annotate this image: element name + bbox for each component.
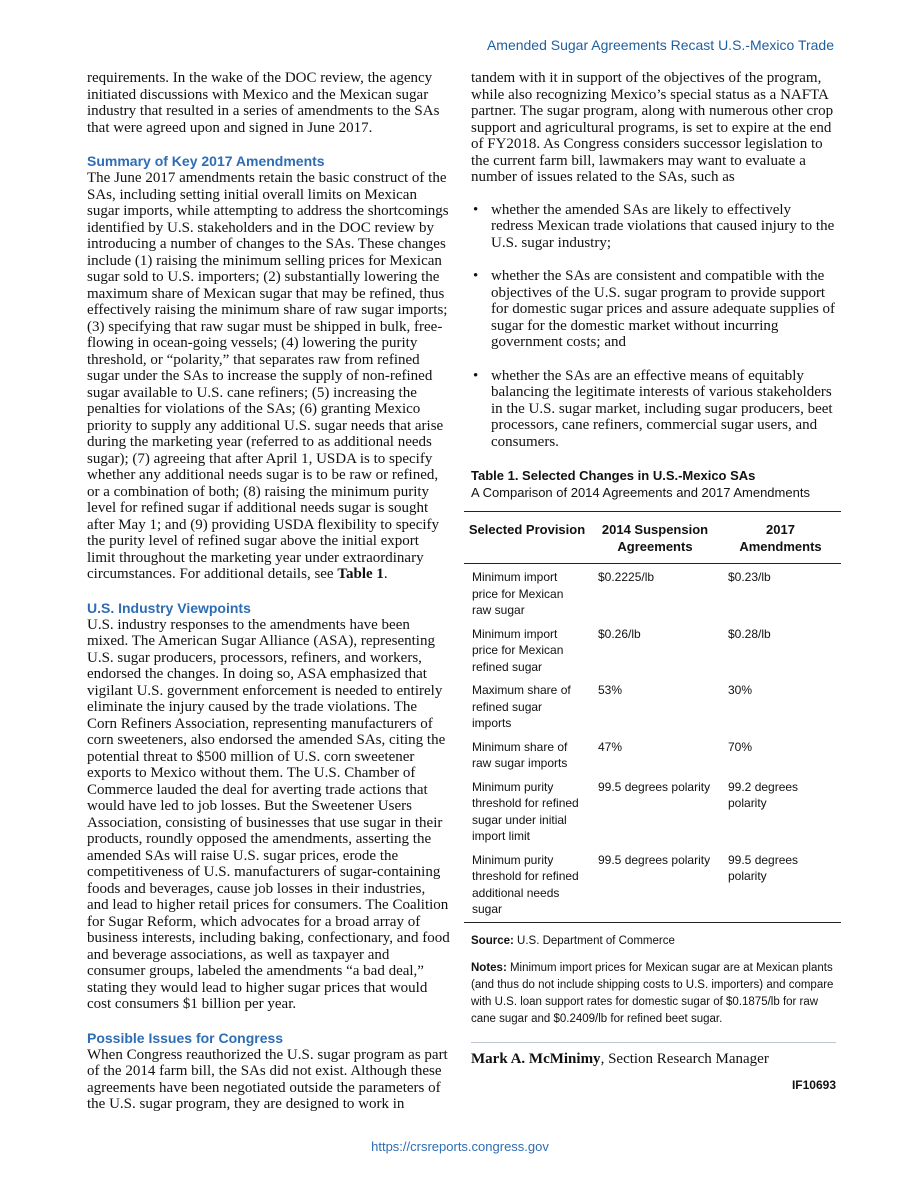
- paragraph-tandem: tandem with it in support of the objectives of the program, while also recognizing Mexico’s special status as a NAFTA partner. The sugar program, along with numerous other crop support and agricultural programs, is set to expire at the end of FY2018. As Congress considers successor legislation to the current farm bill, lawmakers may want to evaluate a number of issues related to the SAs, such as: [471, 70, 834, 185]
- notes-label: Notes:: [471, 961, 507, 974]
- table-row: [464, 774, 841, 847]
- author-name: Mark A. McMinimy: [471, 1050, 601, 1067]
- paragraph-issues: When Congress reauthorized the U.S. sugar program as part of the 2014 farm bill, the SAs did not exist. Although these agreements have been negotiated outside the parameters of the U.S. sugar program, they are designed to work in: [87, 1046, 448, 1112]
- column-header-provision: Selected Provision: [464, 512, 590, 564]
- column-header-2017: 2017 Amendments: [720, 512, 841, 564]
- cell-2014: $0.2225/lb: [598, 570, 655, 584]
- cell-provision: Minimum import price for Mexican raw sugar: [472, 570, 564, 617]
- table-row: [464, 564, 841, 621]
- paragraph-requirements: requirements. In the wake of the DOC review, the agency initiated discussions with Mexico and the Mexican sugar industry that resulted in a series of amendments to the SAs that were agreed upon and signed in June 2017.: [87, 70, 440, 136]
- table-row: [464, 621, 841, 678]
- right-column: [468, 70, 836, 1092]
- heading-industry-viewpoints: U.S. Industry Viewpoints: [87, 599, 251, 616]
- cell-2014: 53%: [598, 683, 623, 697]
- cell-2017: 70%: [728, 739, 753, 754]
- bullet-text: whether the SAs are an effective means of equitably balancing the legitimate interests of various stakeholders in the U.S. sugar market, including sugar producers, beet processors, cane refiners, commercial sugar users, and consumers.: [491, 367, 833, 450]
- table-subtitle: A Comparison of 2014 Agreements and 2017 Amendments: [471, 485, 810, 500]
- table-1-reference: Table 1: [337, 566, 384, 582]
- summary-text: The June 2017 amendments retain the basic construct of the SAs, including setting initial overall limits on Mexican sugar imports, while attempting to address the shortcomings identified by U.S. stakeholders and in the DOC review by introducing a number of changes to the SAs. These changes include (1) raising the minimum selling prices for Mexican sugar sold to U.S. importers; (2) substantially lowering the maximum share of Mexican sugar that may be refined, thus effectively raising the minimum share of raw sugar imports; (3) specifying that raw sugar must be shipped in bulk, free-flowing in ocean-going vessels; (4) lowering the purity threshold, or “polarity,” that separates raw from refined sugar under the SAs to increase the supply of non-refined sugar available to U.S. cane refiners; (5) increasing the penalties for violations of the SAs; (6) granting Mexico priority to supply any additional U.S. sugar needs that arise during the marketing year (referred to as additional needs sugar); (7) agreeing that after April 1, USDA is to specify whether any additional needs sugar is to be raw or refined, or a combination of both; (8) raising the minimum purity level for refined sugar if additional needs sugar is sought after May 1; and (9) providing USDA flexibility to specify the purity level of refined sugar above the initial export limit throughout the marketing year under extraordinary circumstances. For additional details, see: [87, 170, 449, 582]
- author-divider: [471, 1042, 836, 1043]
- author-line: [471, 1051, 836, 1068]
- document-number: IF10693: [791, 1077, 836, 1092]
- summary-text-end: .: [383, 566, 388, 582]
- cell-provision: Minimum purity threshold for refined additional needs sugar: [464, 847, 590, 923]
- bullet-text: whether the amended SAs are likely to effectively redress Mexican trade violations that caused injury to the U.S. sugar industry;: [491, 201, 835, 251]
- table-row: [464, 847, 841, 923]
- left-column: [87, 70, 450, 1113]
- cell-provision: Minimum share of raw sugar imports: [472, 739, 568, 770]
- cell-2014: 99.5 degrees polarity: [590, 847, 720, 923]
- bullet-icon: •: [473, 367, 479, 384]
- cell-2017: $0.28/lb: [728, 626, 771, 641]
- list-item: [471, 268, 836, 351]
- paragraph-industry: U.S. industry responses to the amendments have been mixed. The American Sugar Alliance (ASA), representing U.S. sugar producers, processors, refiners, and workers, endorsed the changes. In doing so, ASA emphasized that vigilant U.S. government enforcement is needed to entirely eliminate the injury caused by the trade violations. The Corn Refiners Association, representing manufacturers of corn sweeteners, also endorsed the amended SAs, citing the potential threat to $500 million of U.S. corn sweetener exports to Mexico without them. The U.S. Chamber of Commerce lauded the deal for averting trade actions that would have led to job losses. But the Sweetener Users Association, consisting of businesses that use sugar in their products, roundly opposed the amendments, asserting the amended SAs will raise U.S. sugar prices, erode the competitiveness of U.S. manufacturers of sugar-containing foods and beverages, cause job losses in their industries, and lead to higher retail prices for consumers. The Coalition for Sugar Reform, which advocates for a broad array of business interests, including baking, confectionary, and food and beverage associations, as well as taxpayer and consumer groups, labeled the amendments “a bad deal,” stating they would lead to higher sugar prices that would cost consumers $1 billion per year.: [87, 616, 450, 1012]
- footer-url-link[interactable]: https://crsreports.congress.gov: [371, 1139, 549, 1154]
- cell-2014: 99.5 degrees polarity: [598, 779, 711, 794]
- bullet-icon: •: [473, 268, 479, 284]
- table-row: [464, 734, 841, 774]
- bullet-icon: •: [473, 201, 479, 218]
- cell-2014: 47%: [598, 739, 623, 754]
- table-row: [464, 677, 841, 734]
- comparison-table: [464, 511, 841, 923]
- heading-summary-amendments: Summary of Key 2017 Amendments: [87, 153, 325, 169]
- table-notes: [471, 960, 836, 1028]
- list-item: [471, 368, 836, 451]
- table-source: [471, 933, 836, 950]
- running-header-title: Amended Sugar Agreements Recast U.S.-Mexico Trade: [486, 37, 834, 53]
- notes-text: Minimum import prices for Mexican sugar are at Mexican plants (and thus do not include shipping costs to U.S. importers) and compare with U.S. loan support rates for domestic sugar of $0.1875/lb for raw cane sugar and $0.2409/lb for refined beet sugar.: [471, 961, 834, 1025]
- table-title: Table 1. Selected Changes in U.S.-Mexico SAs: [471, 468, 756, 483]
- cell-provision: Minimum purity threshold for refined sugar under initial import limit: [472, 779, 579, 843]
- paragraph-summary: [87, 170, 450, 583]
- cell-2014: $0.26/lb: [598, 626, 641, 641]
- cell-2017: 99.2 degrees polarity: [728, 779, 799, 810]
- list-item: [471, 202, 836, 252]
- source-text: U.S. Department of Commerce: [513, 934, 675, 947]
- issues-bullet-list: [471, 202, 836, 451]
- cell-provision: Minimum import price for Mexican refined sugar: [472, 626, 564, 674]
- cell-2017: 30%: [728, 683, 753, 697]
- column-header-2014: 2014 Suspension Agreements: [590, 512, 720, 564]
- author-title: , Section Research Manager: [600, 1050, 769, 1067]
- cell-2017: $0.23/lb: [728, 570, 771, 584]
- cell-provision: Maximum share of refined sugar imports: [472, 683, 571, 730]
- source-label: Source:: [471, 934, 514, 947]
- heading-issues-congress: Possible Issues for Congress: [87, 1029, 284, 1046]
- bullet-text: whether the SAs are consistent and compatible with the objectives of the U.S. sugar program to provide support for domestic sugar prices and assure adequate supplies of sugar for the domestic market without incurring government costs; and: [491, 268, 836, 350]
- table-header-row: [464, 512, 841, 564]
- cell-2017: 99.5 degrees polarity: [720, 847, 841, 923]
